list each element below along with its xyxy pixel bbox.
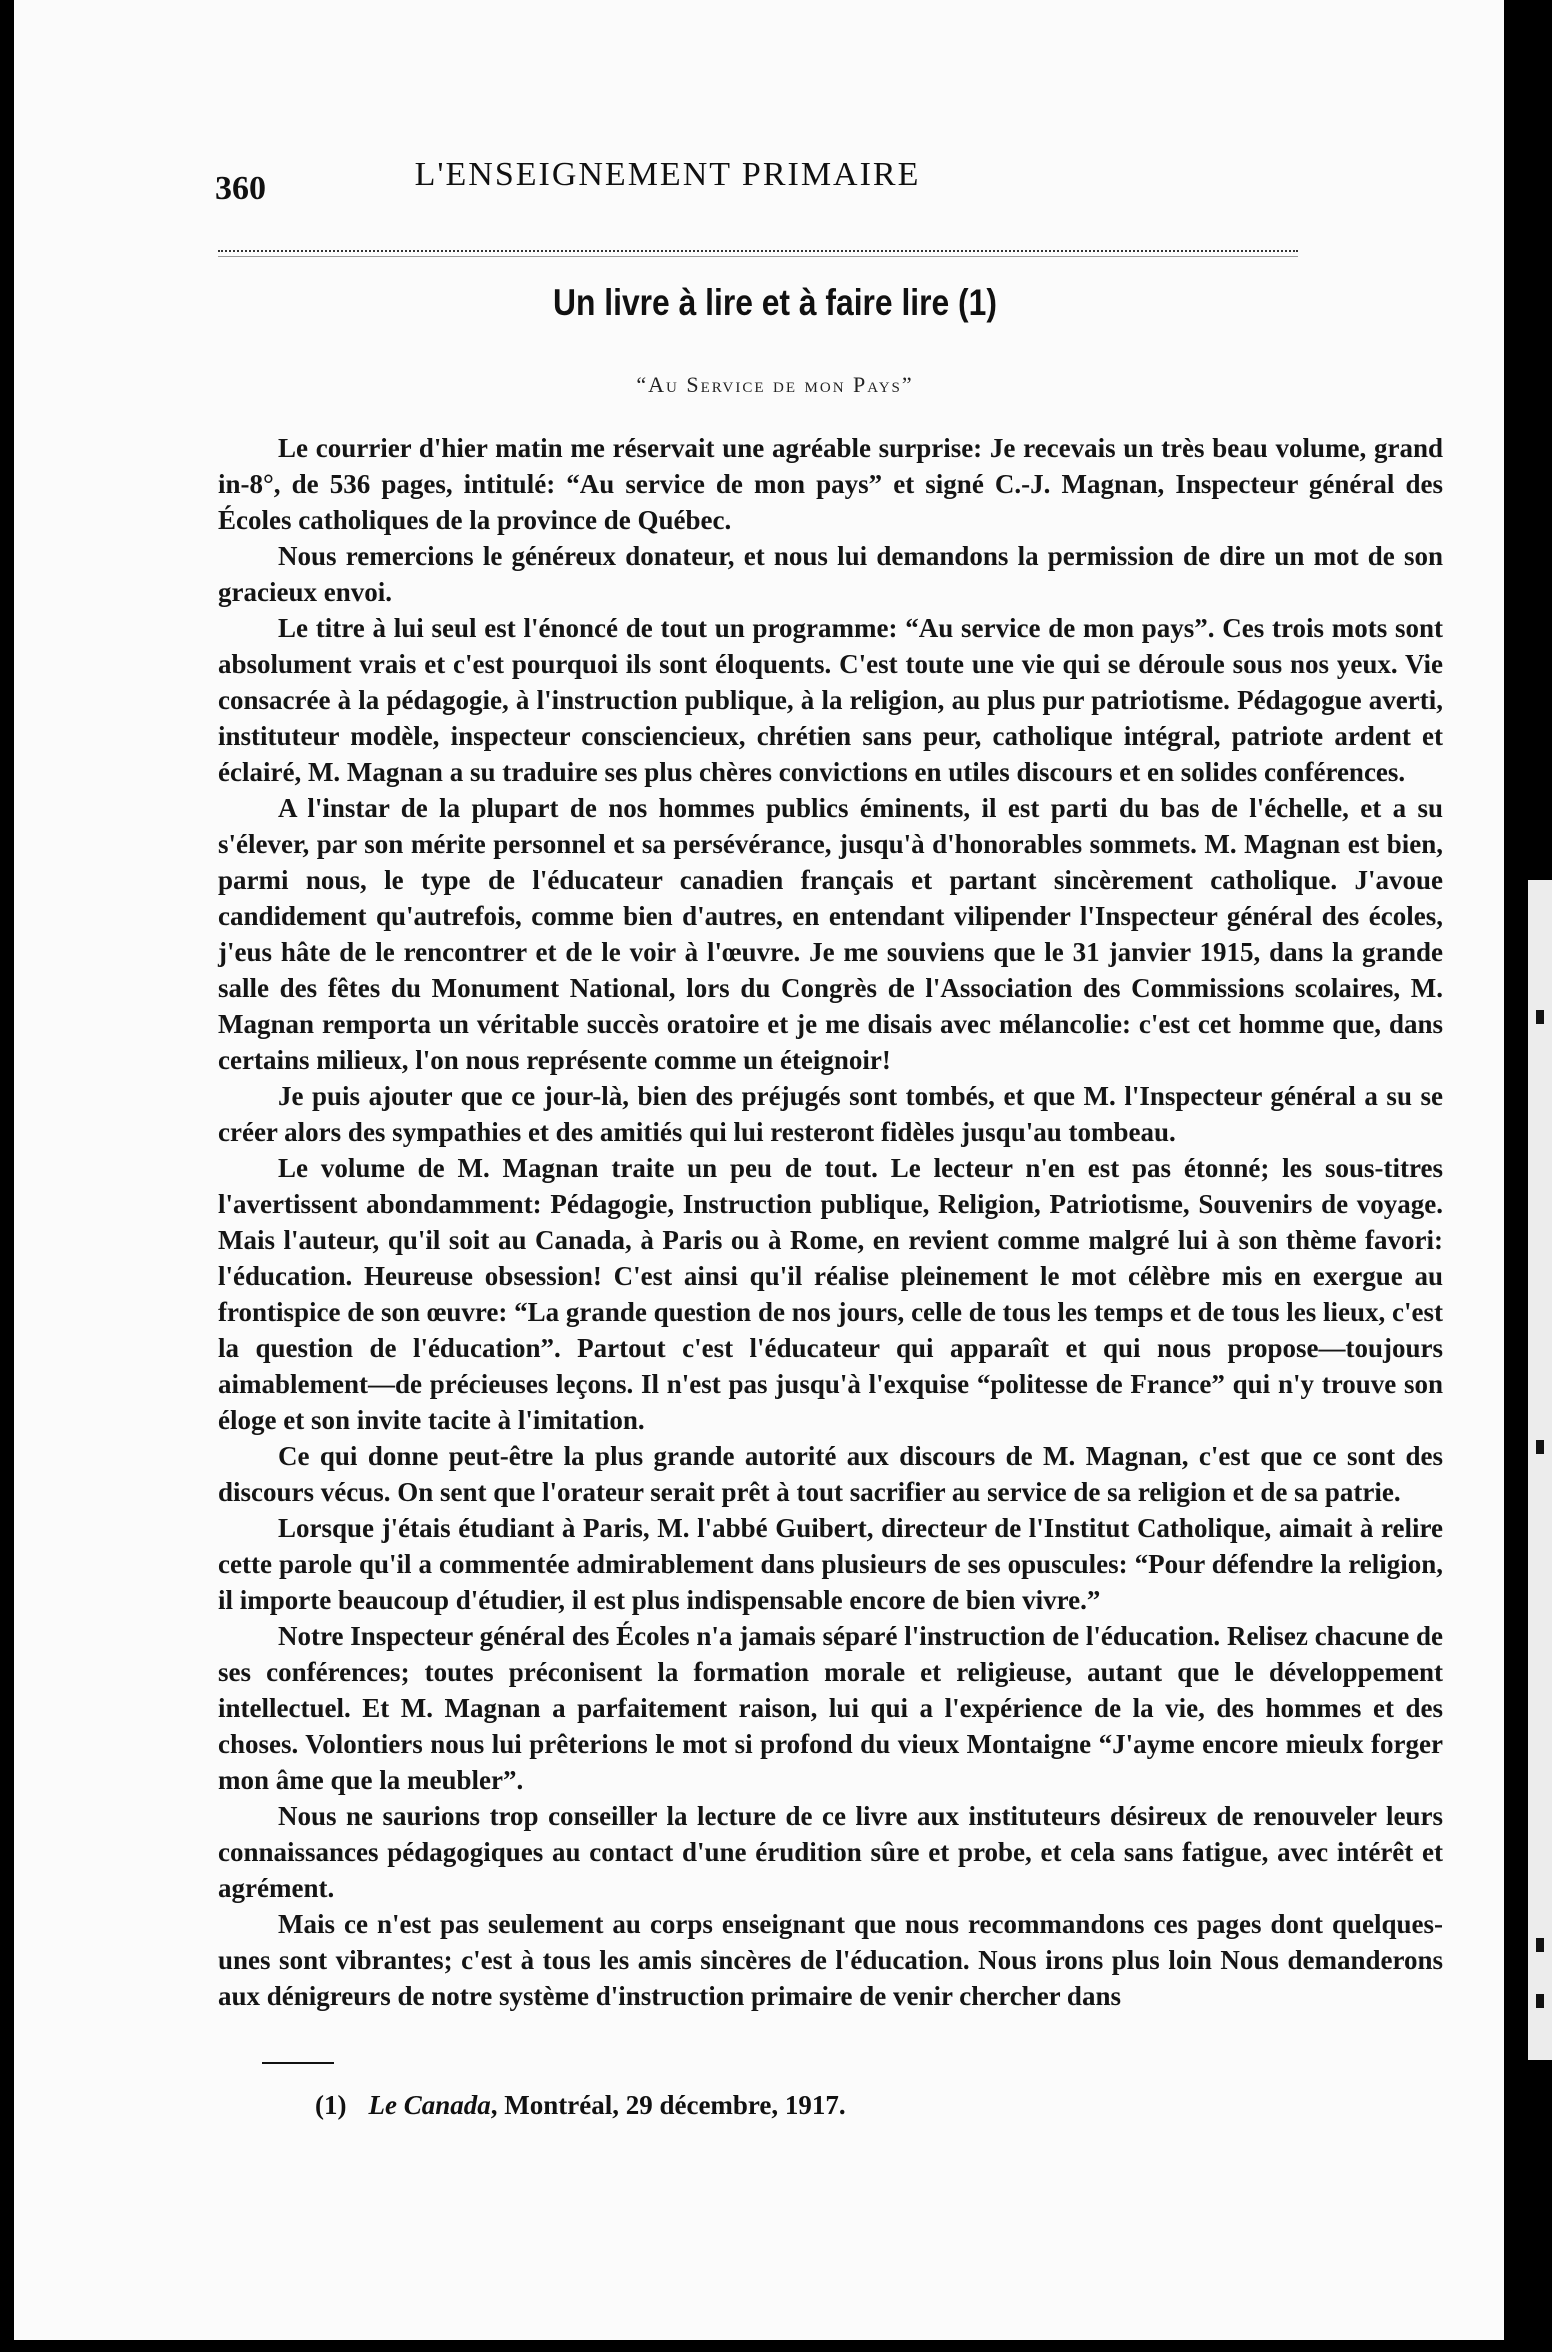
paragraph: Nous ne saurions trop conseiller la lecture de ce livre aux instituteurs désireux de renouveler leurs connaissances pédagogiques au contact d'une érudition sûre et probe, et cela sans fatigue, avec intérêt et agrément. <box>218 1801 1443 1903</box>
paragraph: Lorsque j'étais étudiant à Paris, M. l'abbé Guibert, directeur de l'Institut Catholique, aimait à relire cette parole qu'il a commentée admirablement dans plusieurs de ses opuscules: “Pour défendre la religion, il importe beaucoup d'étudier, il est plus indispensable encore de bien vivre.” <box>218 1513 1443 1615</box>
paragraph: Mais ce n'est pas seulement au corps enseignant que nous recommandons ces pages dont quelques-unes sont vibrantes; c'est à tous les amis sincères de l'éducation. Nous irons plus loin Nous demanderons aux dénigreurs de notre système d'instruction primaire de venir chercher dans <box>218 1909 1443 2011</box>
article-body <box>218 430 1443 2014</box>
paragraph: Je puis ajouter que ce jour-là, bien des préjugés sont tombés, et que M. l'Inspecteur général a su se créer alors des sympathies et des amitiés qui lui resteront fidèles jusqu'au tombeau. <box>218 1081 1443 1147</box>
paragraph: Le courrier d'hier matin me réservait une agréable surprise: Je recevais un très beau volume, grand in-8°, de 536 pages, intitulé: “Au service de mon pays” et signé C.-J. Magnan, Inspecteur général des Écoles catholiques de la province de Québec. <box>218 433 1443 535</box>
adjacent-page-edge <box>1528 880 1552 2060</box>
edge-mark <box>1536 1440 1544 1454</box>
footnote-rule <box>262 2062 334 2064</box>
header-rule <box>218 250 1298 257</box>
paragraph: Notre Inspecteur général des Écoles n'a jamais séparé l'instruction de l'éducation. Relisez chacune de ses conférences; toutes préconisent la formation morale et religieuse, autant que le développement intellectuel. Et M. Magnan a parfaitement raison, lui qui a l'expérience de la vie, des hommes et des choses. Volontiers nous lui prêterions le mot si profond du vieux Montaigne “J'ayme encore mieulx forger mon âme que la meubler”. <box>218 1621 1443 1795</box>
footnote-marker: (1) <box>315 2090 347 2120</box>
paragraph: Nous remercions le généreux donateur, et nous lui demandons la permission de dire un mot de son gracieux envoi. <box>218 541 1443 607</box>
running-title: L'ENSEIGNEMENT PRIMAIRE <box>414 156 921 193</box>
running-head <box>215 148 1120 208</box>
footnote-detail: , Montréal, 29 décembre, 1917. <box>490 2090 846 2120</box>
edge-mark <box>1536 1938 1544 1952</box>
paragraph: A l'instar de la plupart de nos hommes publics éminents, il est parti du bas de l'échelle, et a su s'élever, par son mérite personnel et sa persévérance, jusqu'à d'honorables sommets. M. Magnan est bien, parmi nous, le type de l'éducateur canadien français et partant sincèrement catholique. J'avoue candidement qu'autrefois, comme bien d'autres, en entendant vilipender l'Inspecteur général des écoles, j'eus hâte de le rencontrer et de le voir à l'œuvre. Je me souviens que le 31 janvier 1915, dans la grande salle des fêtes du Monument National, lors du Congrès de l'Association des Commissions scolaires, M. Magnan remporta un véritable succès oratoire et je me disais avec mélancolie: c'est cet homme que, dans certains milieux, l'on nous représente comme un éteignoir! <box>218 793 1443 1075</box>
edge-mark <box>1536 1994 1544 2008</box>
paragraph: Le volume de M. Magnan traite un peu de tout. Le lecteur n'en est pas étonné; les sous-titres l'avertissent abondamment: Pédagogie, Instruction publique, Religion, Patriotisme, Souvenirs de voyage. Mais l'auteur, qu'il soit au Canada, à Paris ou à Rome, en revient comme malgré lui à son thème favori: l'éducation. Heureuse obsession! C'est ainsi qu'il réalise pleinement le mot célèbre mis en exergue au frontispice de son œuvre: “La grande question de nos jours, celle de tous les temps et de tous les lieux, c'est la question de l'éducation”. Partout c'est l'éducateur qui apparaît et qui nous propose—toujours aimablement—de précieuses leçons. Il n'est pas jusqu'à l'exquise “politesse de France” qui n'y trouve son éloge et son invite tacite à l'imitation. <box>218 1153 1443 1435</box>
page-number: 360 <box>215 170 266 207</box>
paragraph: Le titre à lui seul est l'énoncé de tout un programme: “Au service de mon pays”. Ces trois mots sont absolument vrais et c'est pourquoi ils sont éloquents. C'est toute une vie qui se déroule sous nos yeux. Vie consacrée à la pédagogie, à l'instruction publique, à la religion, au plus pur patriotisme. Pédagogue averti, instituteur modèle, inspecteur consciencieux, chrétien sans peur, catholique intégral, patriote ardent et éclairé, M. Magnan a su traduire ses plus chères convictions en utiles discours et en solides conférences. <box>218 613 1443 787</box>
article-title: Un livre à lire et à faire lire (1) <box>553 282 997 323</box>
edge-mark <box>1536 1010 1544 1024</box>
article-subtitle: “Au Service de mon Pays” <box>636 372 914 397</box>
paragraph: Ce qui donne peut-être la plus grande autorité aux discours de M. Magnan, c'est que ce sont des discours vécus. On sent que l'orateur serait prêt à tout sacrifier au service de sa religion et de sa patrie. <box>218 1441 1443 1507</box>
footnote-source: Le Canada <box>368 2090 491 2120</box>
footnote <box>315 2090 846 2121</box>
